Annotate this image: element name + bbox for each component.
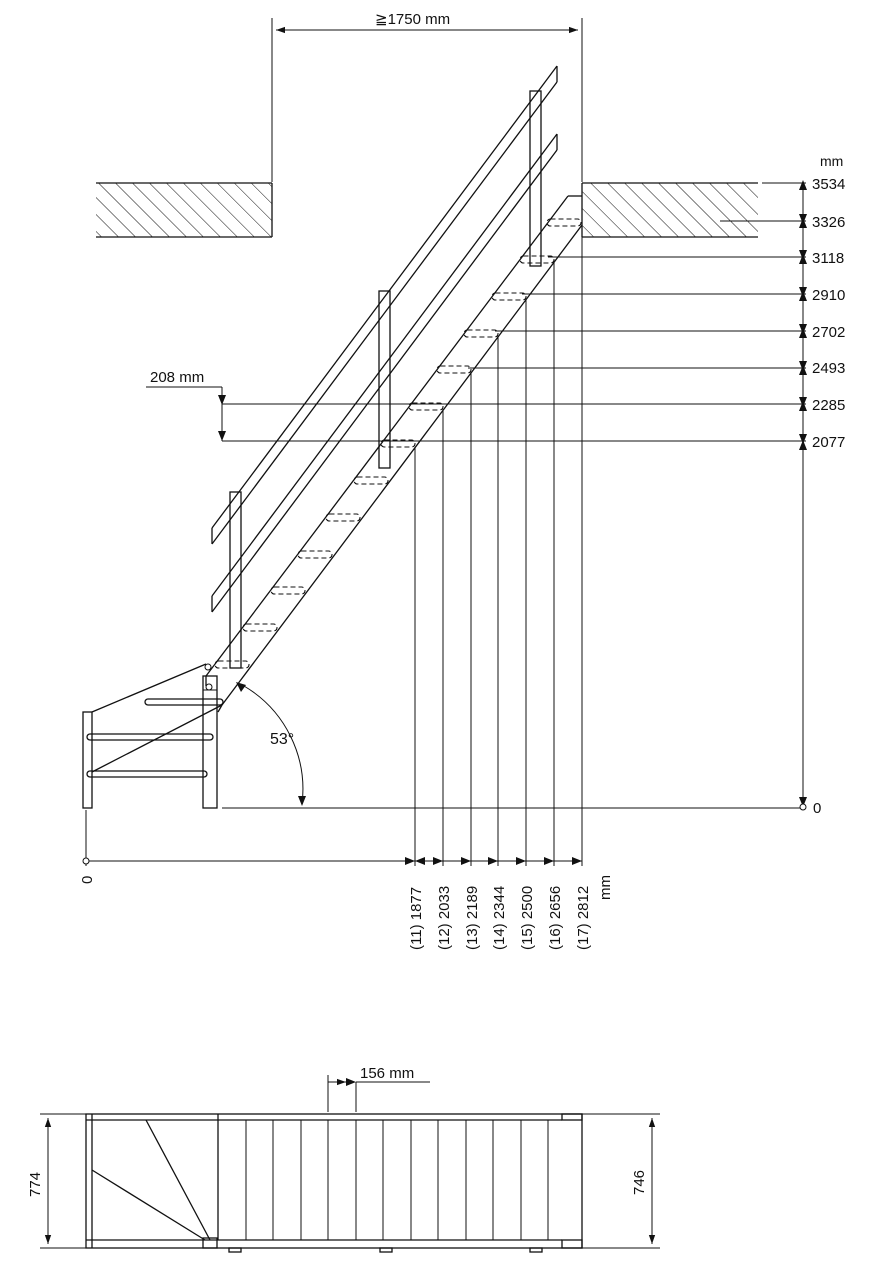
position-label: (11) 1877 bbox=[408, 886, 425, 950]
position-label: (15) 2500 bbox=[519, 885, 536, 950]
position-label: (12) 2033 bbox=[436, 885, 453, 950]
tread-width-label: 156 mm bbox=[360, 1065, 415, 1082]
angle-annotation bbox=[236, 682, 306, 806]
elevation-view bbox=[79, 11, 845, 950]
upper-floor-left bbox=[96, 183, 272, 237]
position-scale bbox=[79, 857, 614, 950]
position-label: (14) 2344 bbox=[491, 885, 508, 950]
tread-level-lines bbox=[222, 257, 806, 808]
projection-lines bbox=[86, 225, 582, 866]
tread-width-dimension bbox=[328, 1065, 430, 1112]
x-zero-label: 0 bbox=[79, 875, 96, 884]
height-zero-label: 0 bbox=[813, 800, 822, 817]
height-label: 3534 bbox=[812, 176, 846, 193]
left-width-label: 774 bbox=[27, 1171, 44, 1197]
left-width-dimension bbox=[27, 1114, 86, 1248]
winder-section bbox=[83, 664, 223, 808]
upper-floor-right bbox=[582, 183, 758, 237]
plan-view bbox=[27, 1065, 660, 1252]
position-label: (17) 2812 bbox=[575, 885, 592, 950]
height-label: 2493 bbox=[812, 360, 846, 377]
height-scale bbox=[720, 153, 845, 817]
position-label: (16) 2656 bbox=[547, 885, 564, 950]
height-unit: mm bbox=[820, 153, 844, 169]
height-label: 2910 bbox=[812, 287, 846, 304]
height-label: 3118 bbox=[812, 250, 845, 267]
position-label: (13) 2189 bbox=[464, 885, 481, 950]
angle-label: 53° bbox=[270, 731, 295, 748]
height-label: 2285 bbox=[812, 397, 846, 414]
opening-dimension bbox=[272, 11, 582, 182]
rise-dimension bbox=[146, 369, 226, 441]
x-unit-label: mm bbox=[597, 875, 614, 900]
right-width-dimension bbox=[582, 1114, 660, 1248]
opening-label: ≧1750 mm bbox=[375, 11, 451, 28]
rise-label: 208 mm bbox=[150, 369, 205, 386]
handrail bbox=[212, 66, 557, 612]
height-label: 3326 bbox=[812, 214, 846, 231]
right-width-label: 746 bbox=[631, 1169, 648, 1195]
plan-treads bbox=[218, 1114, 548, 1240]
height-label: 2077 bbox=[812, 434, 846, 451]
height-label: 2702 bbox=[812, 324, 846, 341]
